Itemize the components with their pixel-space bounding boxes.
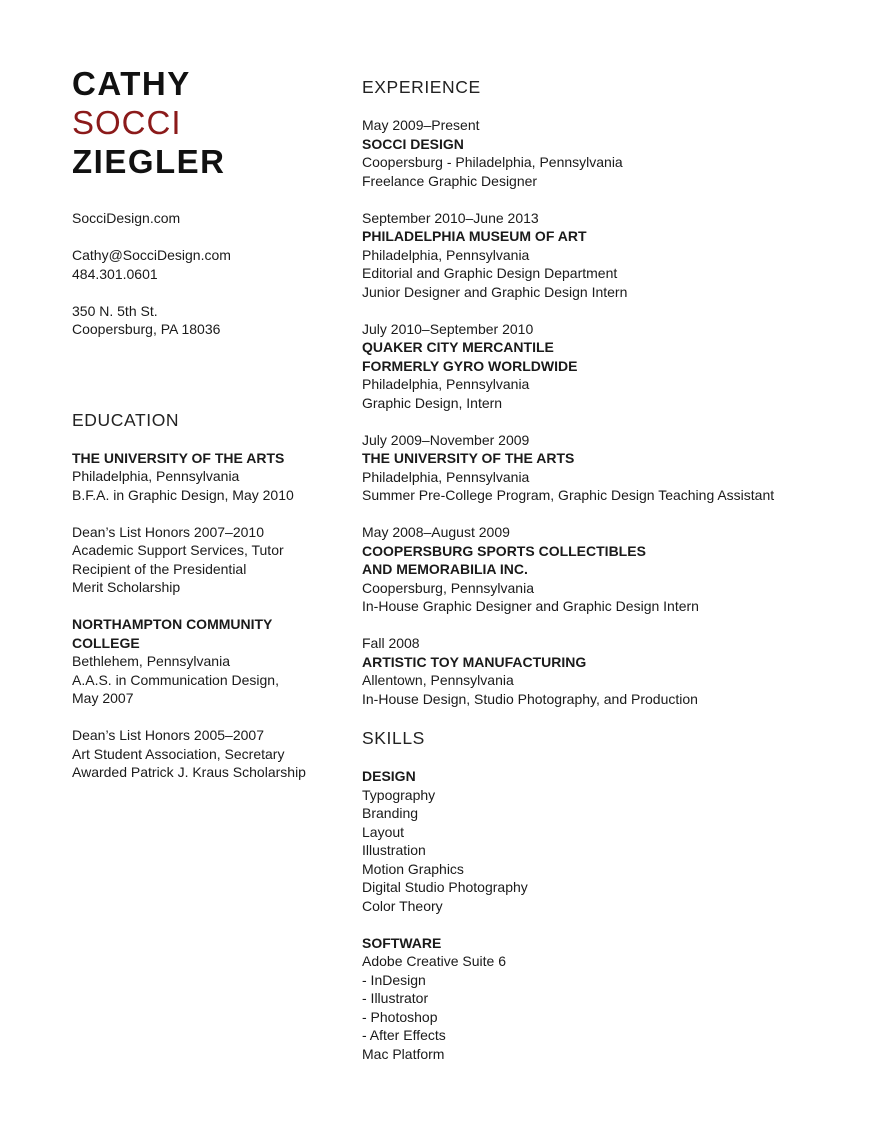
job-organization: PHILADELPHIA MUSEUM OF ART — [362, 228, 587, 244]
skill-item: Digital Studio Photography — [362, 879, 528, 895]
job-organization: FORMERLY GYRO WORLDWIDE — [362, 357, 578, 374]
school-name: THE UNIVERSITY OF THE ARTS — [72, 449, 285, 466]
job-organization: SOCCI DESIGN — [362, 135, 464, 152]
job-detail: Philadelphia, Pennsylvania — [362, 376, 530, 392]
skill-item: Typography — [362, 786, 436, 803]
skill-group-heading: SOFTWARE — [362, 934, 442, 951]
skills-title: SKILLS — [362, 728, 425, 748]
job-dates: Fall 2008 — [362, 635, 420, 651]
experience-list — [362, 116, 862, 708]
education-section — [72, 409, 337, 782]
education-title: EDUCATION — [72, 409, 180, 430]
phone-number: 484.301.0601 — [72, 265, 158, 282]
job-detail: In-House Design, Studio Photography, and Production — [362, 690, 698, 707]
experience-title: EXPERIENCE — [362, 77, 481, 97]
job-dates: July 2010–September 2010 — [362, 320, 534, 337]
education-list — [72, 449, 337, 782]
skill-item: - After Effects — [362, 1027, 446, 1043]
job-organization: ARTISTIC TOY MANUFACTURING — [362, 653, 587, 670]
school-name: NORTHAMPTON COMMUNITY — [72, 616, 273, 632]
school-honor: Academic Support Services, Tutor — [72, 542, 284, 558]
skill-group-heading: DESIGN — [362, 768, 416, 784]
job-detail: Summer Pre-College Program, Graphic Design Teaching Assistant — [362, 487, 775, 503]
school-degree: B.F.A. in Graphic Design, May 2010 — [72, 486, 294, 503]
job-dates: May 2008–August 2009 — [362, 524, 510, 540]
skill-item: - Illustrator — [362, 990, 429, 1006]
job-detail: Junior Designer and Graphic Design Intern — [362, 283, 628, 300]
job-detail: Philadelphia, Pennsylvania — [362, 468, 530, 485]
school-degree: May 2007 — [72, 690, 134, 706]
school-honor: Recipient of the Presidential — [72, 560, 247, 577]
job-organization: THE UNIVERSITY OF THE ARTS — [362, 450, 575, 466]
skill-item: Illustration — [362, 842, 426, 858]
skill-item: Mac Platform — [362, 1045, 445, 1062]
left-column — [72, 64, 337, 782]
job-organization: QUAKER CITY MERCANTILE — [362, 339, 554, 355]
school-honor: Art Student Association, Secretary — [72, 745, 285, 762]
name-middle: SOCCI — [72, 104, 182, 141]
job-detail: Graphic Design, Intern — [362, 394, 503, 411]
job-dates: July 2009–November 2009 — [362, 431, 530, 448]
right-column — [362, 76, 862, 1063]
job-detail: Coopersburg, Pennsylvania — [362, 579, 534, 596]
job-organization: COOPERSBURG SPORTS COLLECTIBLES — [362, 542, 646, 559]
address-street: 350 N. 5th St. — [72, 302, 158, 319]
school-location: Bethlehem, Pennsylvania — [72, 653, 230, 669]
school-location: Philadelphia, Pennsylvania — [72, 468, 240, 484]
school-honor: Merit Scholarship — [72, 579, 181, 595]
job-detail: Philadelphia, Pennsylvania — [362, 246, 530, 263]
skill-item: Adobe Creative Suite 6 — [362, 953, 506, 969]
skill-item: Branding — [362, 805, 419, 821]
school-honor: Dean’s List Honors 2005–2007 — [72, 727, 264, 743]
skill-item: Color Theory — [362, 897, 443, 914]
website-link[interactable]: SocciDesign.com — [72, 210, 181, 226]
school-degree: A.A.S. in Communication Design, — [72, 671, 279, 688]
job-detail: Coopersburg - Philadelphia, Pennsylvania — [362, 154, 623, 170]
skill-item: Motion Graphics — [362, 860, 464, 877]
job-detail: Allentown, Pennsylvania — [362, 672, 514, 688]
school-honor: Awarded Patrick J. Kraus Scholarship — [72, 764, 306, 780]
job-dates: September 2010–June 2013 — [362, 209, 539, 226]
email-link[interactable]: Cathy@SocciDesign.com — [72, 247, 231, 263]
name-first: CATHY — [72, 65, 191, 102]
job-detail: Freelance Graphic Designer — [362, 172, 538, 189]
skill-item: Layout — [362, 823, 405, 840]
skill-item: - Photoshop — [362, 1008, 438, 1025]
school-name: COLLEGE — [72, 634, 140, 651]
job-detail: Editorial and Graphic Design Department — [362, 265, 618, 281]
skills-list — [362, 767, 862, 1063]
job-detail: In-House Graphic Designer and Graphic Design Intern — [362, 598, 699, 614]
job-organization: AND MEMORABILIA INC. — [362, 561, 528, 577]
contact-block — [72, 209, 337, 339]
address-city: Coopersburg, PA 18036 — [72, 321, 221, 337]
job-dates: May 2009–Present — [362, 117, 480, 133]
skill-item: - InDesign — [362, 971, 426, 988]
school-honor: Dean’s List Honors 2007–2010 — [72, 523, 264, 540]
name-last: ZIEGLER — [72, 143, 226, 180]
